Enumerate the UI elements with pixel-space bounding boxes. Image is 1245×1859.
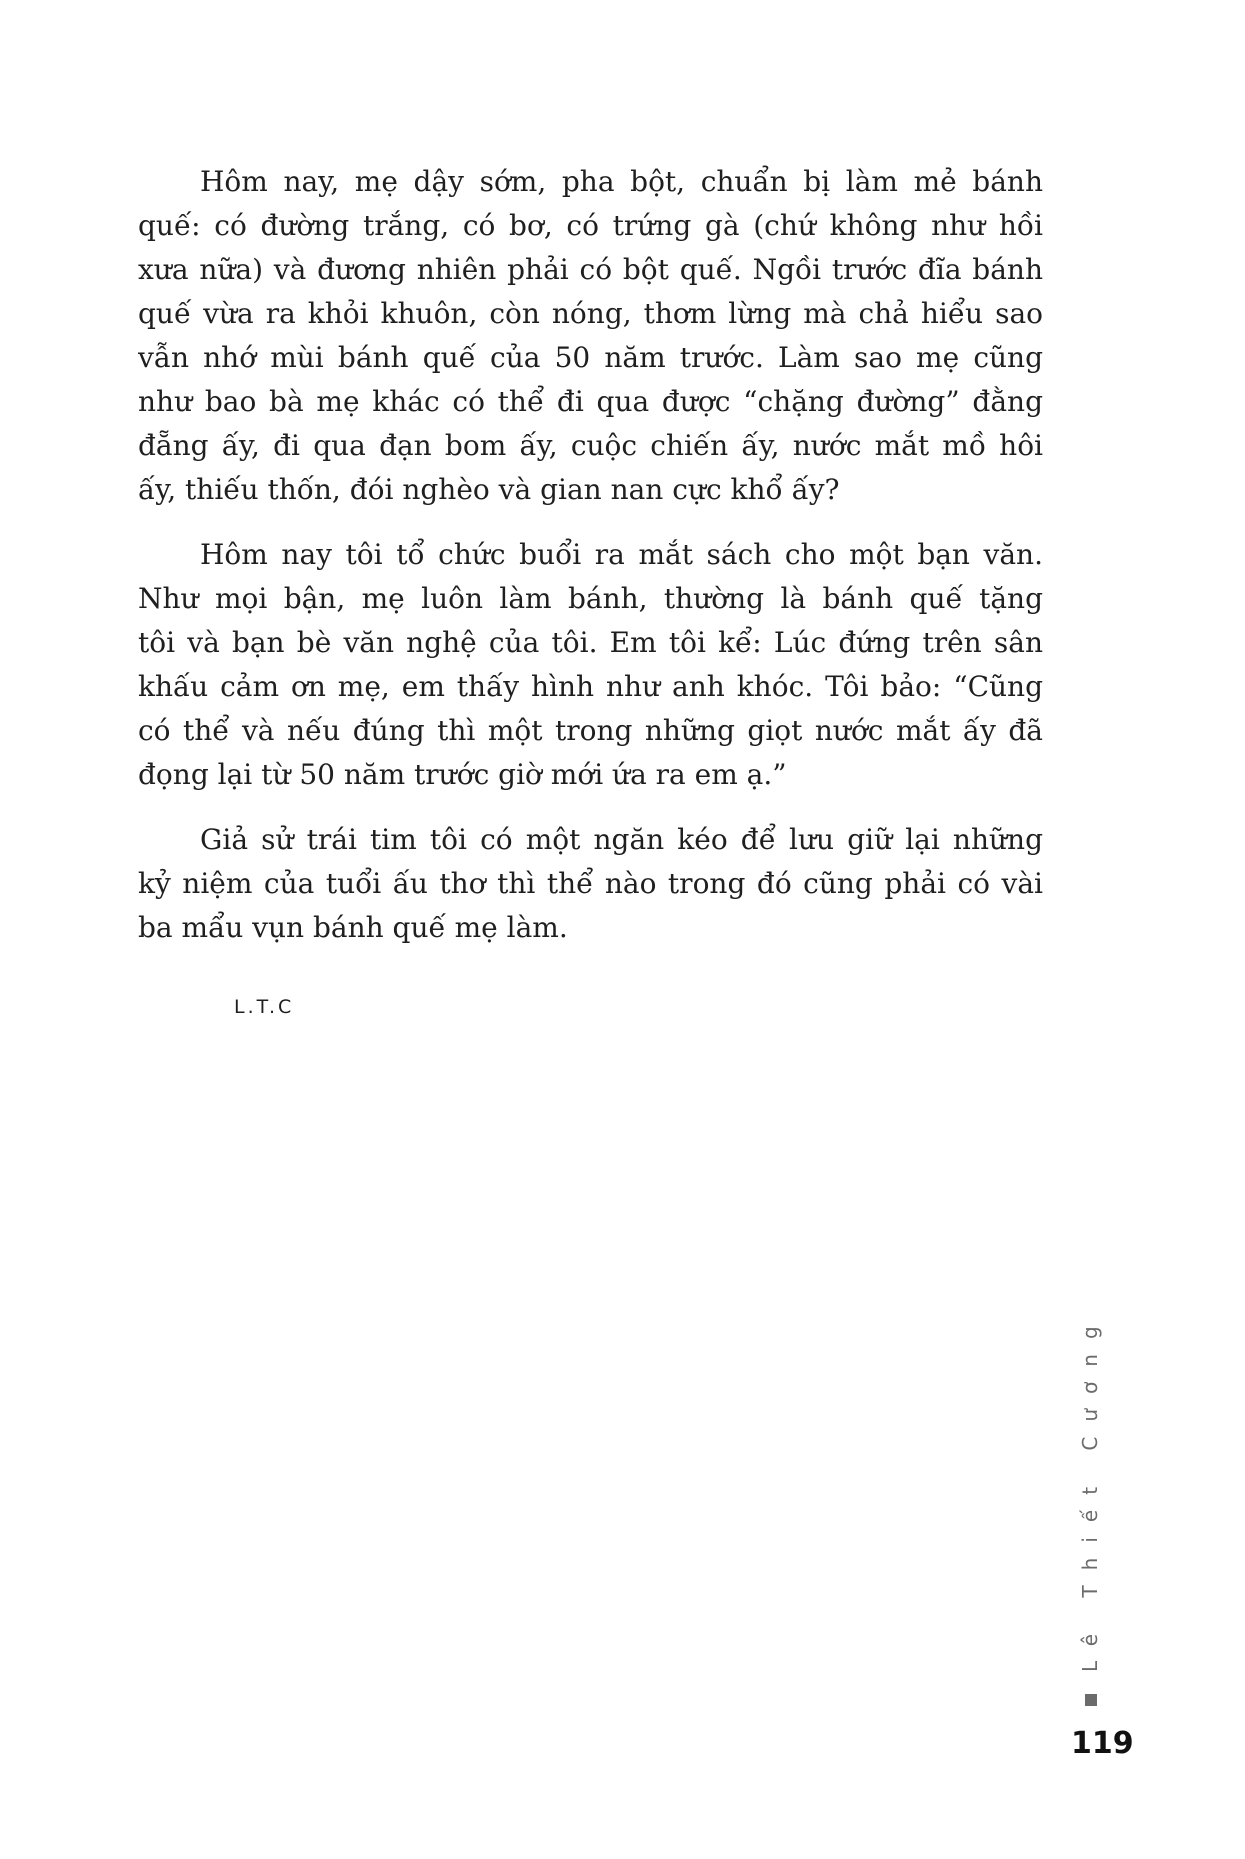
- text-line: như bao bà mẹ khác có thể đi qua được “chặng đường” đằng: [138, 385, 1043, 418]
- text-line: kỷ niệm của tuổi ấu thơ thì thể nào trong đó cũng phải có vài: [138, 867, 1043, 900]
- paragraph: [138, 533, 1043, 797]
- paragraph: [138, 160, 1043, 512]
- square-bullet-icon: [1085, 1694, 1097, 1706]
- text-line: khấu cảm ơn mẹ, em thấy hình như anh khóc. Tôi bảo: “Cũng: [138, 670, 1043, 703]
- margin-author: [1078, 1311, 1102, 1706]
- author-initials: L.T.C: [234, 996, 295, 1018]
- text-line: tôi và bạn bè văn nghệ của tôi. Em tôi kể: Lúc đứng trên sân: [138, 626, 1043, 659]
- text-line: Như mọi bận, mẹ luôn làm bánh, thường là bánh quế tặng: [138, 582, 1043, 615]
- text-line: ba mẩu vụn bánh quế mẹ làm.: [138, 911, 568, 944]
- paragraph: [138, 818, 1043, 950]
- text-line: ấy, thiếu thốn, đói nghèo và gian nan cực khổ ấy?: [138, 473, 840, 506]
- body-text: [138, 160, 1043, 950]
- text-line: Hôm nay, mẹ dậy sớm, pha bột, chuẩn bị làm mẻ bánh: [200, 165, 1043, 198]
- page-number: 119: [1071, 1726, 1134, 1761]
- text-line: đẵng ấy, đi qua đạn bom ấy, cuộc chiến ấy, nước mắt mồ hôi: [138, 429, 1043, 462]
- margin-author-name: Lê Thiết Cương: [1078, 1311, 1102, 1672]
- text-line: quế: có đường trắng, có bơ, có trứng gà (chứ không như hồi: [138, 209, 1043, 242]
- text-line: Giả sử trái tim tôi có một ngăn kéo để lưu giữ lại những: [200, 823, 1043, 856]
- text-line: có thể và nếu đúng thì một trong những giọt nước mắt ấy đã: [138, 714, 1043, 747]
- text-line: xưa nữa) và đương nhiên phải có bột quế. Ngồi trước đĩa bánh: [138, 253, 1043, 286]
- text-line: vẫn nhớ mùi bánh quế của 50 năm trước. Làm sao mẹ cũng: [138, 341, 1043, 374]
- text-line: quế vừa ra khỏi khuôn, còn nóng, thơm lừng mà chả hiểu sao: [138, 297, 1043, 330]
- text-line: đọng lại từ 50 năm trước giờ mới ứa ra em ạ.”: [138, 758, 787, 791]
- text-line: Hôm nay tôi tổ chức buổi ra mắt sách cho một bạn văn.: [200, 538, 1043, 571]
